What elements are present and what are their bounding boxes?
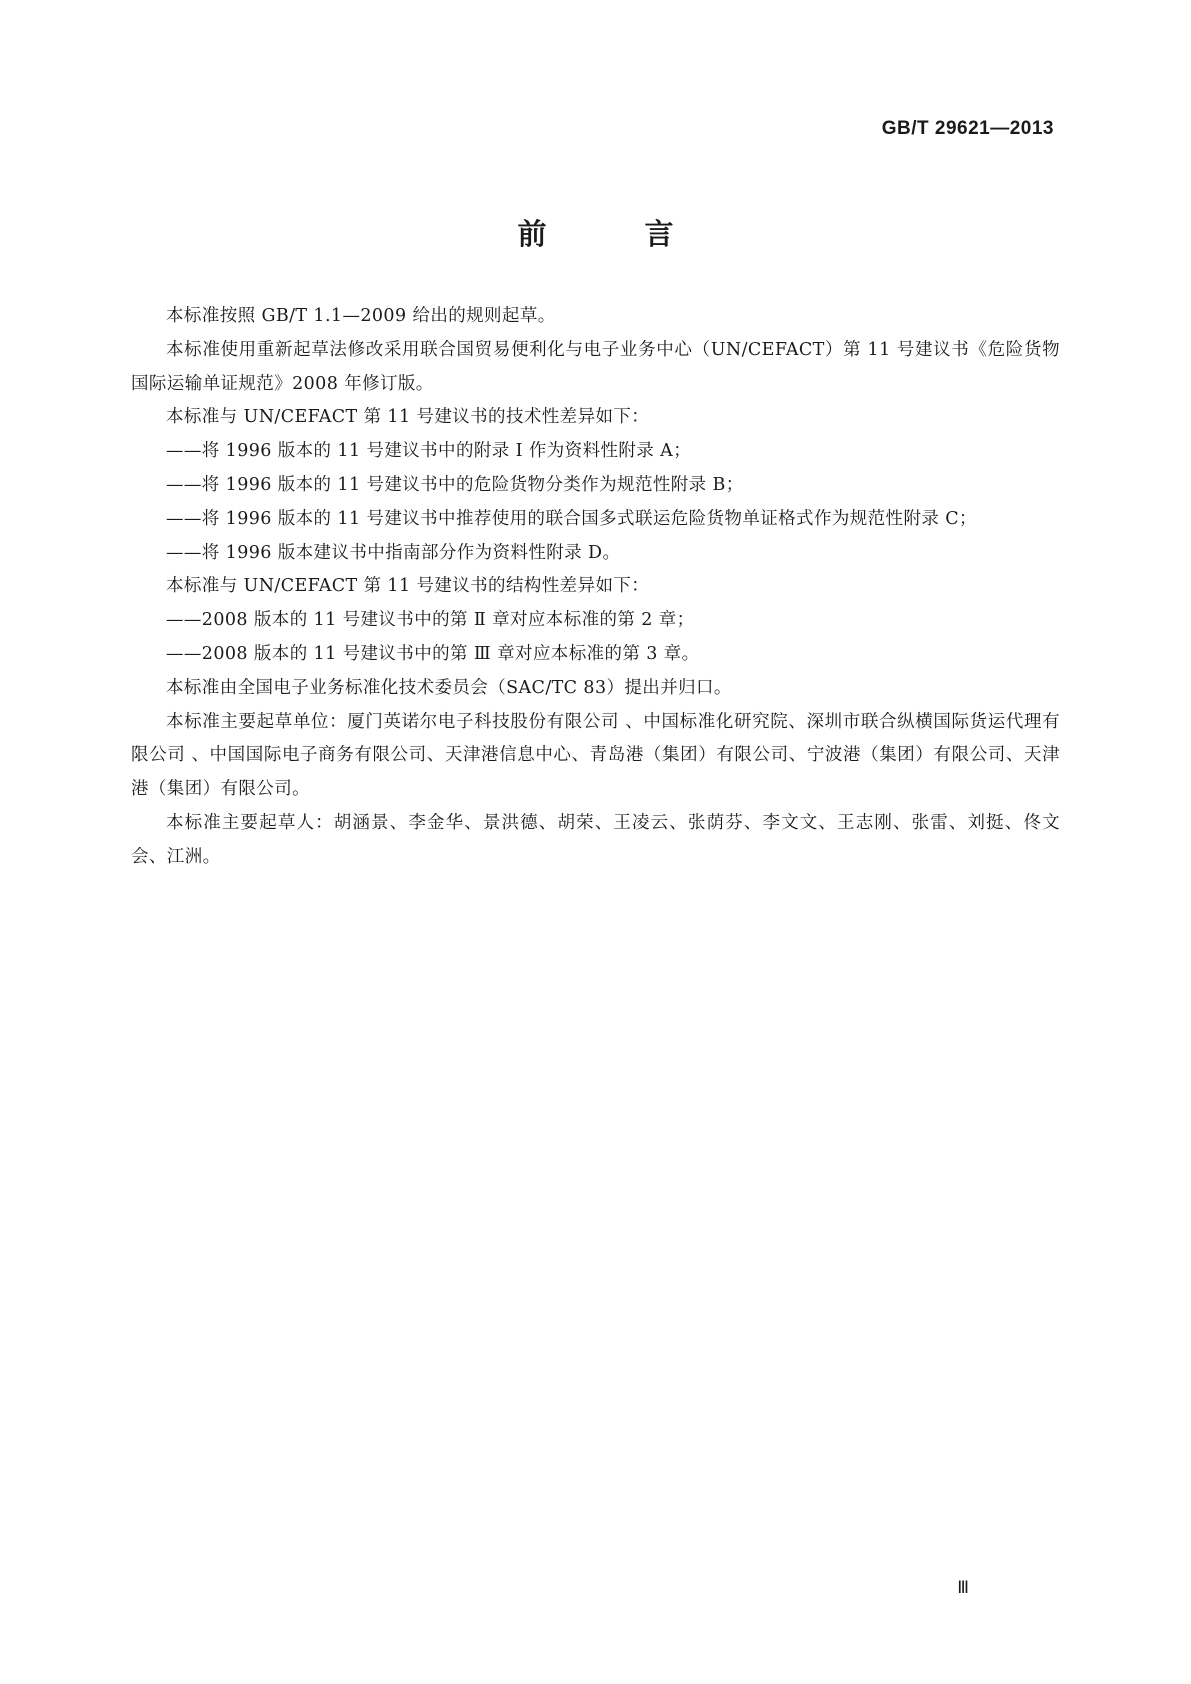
paragraph-drafting-units: 本标准主要起草单位：厦门英诺尔电子科技股份有限公司 、中国标准化研究院、深圳市联合纵横国际货运代理有限公司 、中国国际电子商务有限公司、天津港信息中心、青岛港（集团）有限公司、宁波港（集团）有限公司、天津港（集团）有限公司。 [131, 711, 1060, 800]
list-item-structural-difference: ——2008 版本的 11 号建议书中的第 Ⅱ 章对应本标准的第 2 章； [166, 610, 695, 631]
list-item-technical-difference: ——将 1996 版本的 11 号建议书中推荐使用的联合国多式联运危险货物单证格式作为规范性附录 C； [166, 508, 977, 529]
foreword-body [131, 300, 1060, 875]
paragraph-technical-differences-intro: 本标准与 UN/CEFACT 第 11 号建议书的技术性差异如下： [166, 407, 650, 428]
paragraph-drafting-rules: 本标准按照 GB/T 1.1—2009 给出的规则起草。 [166, 306, 556, 326]
page-title: 前 言 [517, 217, 718, 251]
list-item-structural-difference: ——2008 版本的 11 号建议书中的第 Ⅲ 章对应本标准的第 3 章。 [166, 643, 700, 664]
list-item-technical-difference: ——将 1996 版本的 11 号建议书中的危险货物分类作为规范性附录 B； [166, 474, 744, 495]
page-number: Ⅲ [957, 1578, 969, 1597]
list-item-technical-difference: ——将 1996 版本建议书中指南部分作为资料性附录 D。 [166, 542, 621, 563]
list-item-technical-difference: ——将 1996 版本的 11 号建议书中的附录 I 作为资料性附录 A； [166, 441, 692, 462]
paragraph-adoption: 本标准使用重新起草法修改采用联合国贸易便利化与电子业务中心（UN/CEFACT）第 11 号建议书《危险货物国际运输单证规范》2008 年修订版。 [131, 339, 1060, 394]
paragraph-structural-differences-intro: 本标准与 UN/CEFACT 第 11 号建议书的结构性差异如下： [166, 576, 650, 597]
paragraph-proposer: 本标准由全国电子业务标准化技术委员会（SAC/TC 83）提出并归口。 [166, 677, 732, 698]
standard-code: GB/T 29621—2013 [881, 118, 1054, 139]
paragraph-drafters: 本标准主要起草人：胡涵景、李金华、景洪德、胡荣、王凌云、张荫芬、李文文、王志刚、张雷、刘挺、佟文会、江洲。 [131, 812, 1060, 867]
